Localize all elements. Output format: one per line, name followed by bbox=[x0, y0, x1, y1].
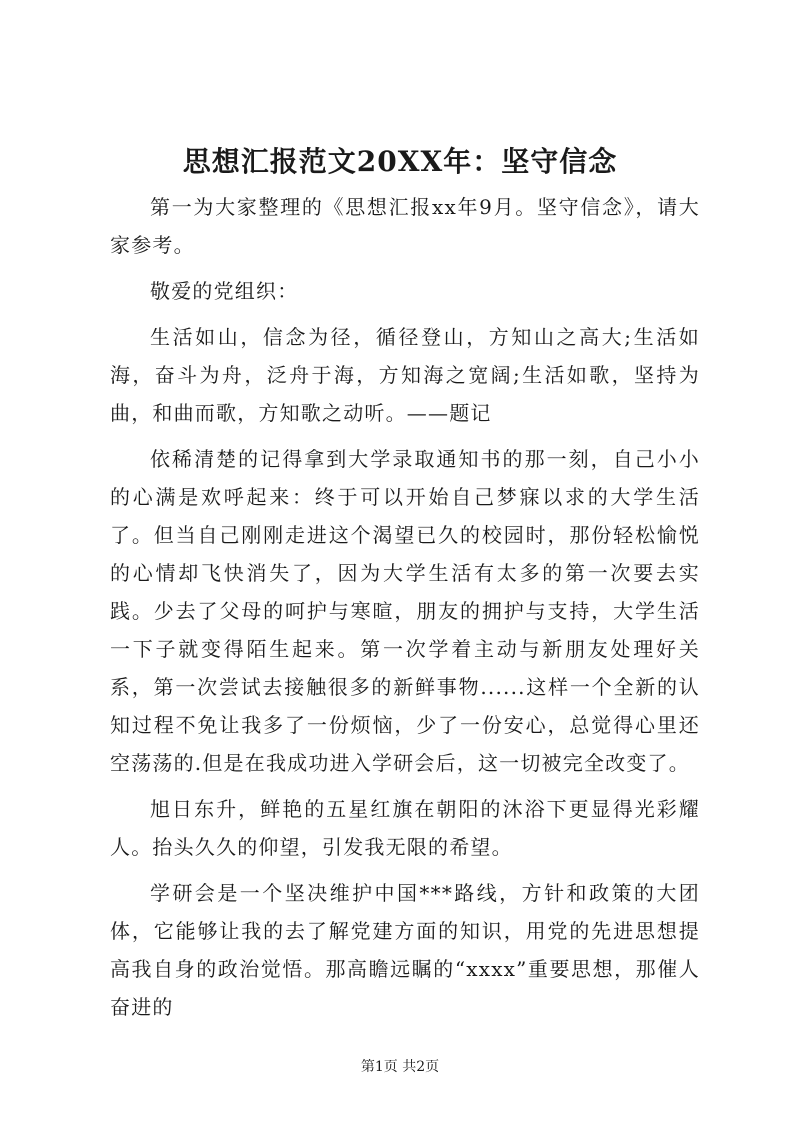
paragraph-body-3: 学研会是一个坚决维护中国***路线，方针和政策的大团体，它能够让我的去了解党建方面的知识，用党的先进思想提高我自身的政治觉悟。那高瞻远瞩的“xxxx”重要思想，那催人奋进的 bbox=[110, 881, 700, 1019]
document-title: 思想汇报范文20XX年：坚守信念 bbox=[182, 145, 618, 178]
document-body bbox=[110, 188, 700, 1034]
paragraph-intro: 第一为大家整理的《思想汇报xx年9月。坚守信念》，请大家参考。 bbox=[110, 195, 700, 257]
paragraph-body-2: 旭日东升，鲜艳的五星红旗在朝阳的沐浴下更显得光彩耀人。抬头久久的仰望，引发我无限的希望。 bbox=[110, 797, 700, 859]
paragraph-epigraph: 生活如山，信念为径，循径登山，方知山之高大;生活如海，奋斗为舟，泛舟于海，方知海之宽阔;生活如歌，坚持为曲，和曲而歌，方知歌之动听。——题记 bbox=[110, 325, 700, 425]
paragraph-body-1: 依稀清楚的记得拿到大学录取通知书的那一刻，自己小小的心满是欢呼起来：终于可以开始自己梦寐以求的大学生活了。但当自己刚刚走进这个渴望已久的校园时，那份轻松愉悦的心情却飞快消失了，因为大学生活有太多的第一次要去实践。少去了父母的呵护与寒暄，朋友的拥护与支持，大学生活一下子就变得陌生起来。第一次学着主动与新朋友处理好关系，第一次尝试去接触很多的新鲜事物......这样一个全新的认知过程不免让我多了一份烦恼，少了一份安心，总觉得心里还空荡荡的.但是在我成功进入学研会后，这一切被完全改变了。 bbox=[110, 447, 700, 775]
paragraph-salutation: 敬爱的党组织： bbox=[150, 279, 299, 303]
page-number-footer: 第1页 共2页 bbox=[360, 1059, 440, 1075]
